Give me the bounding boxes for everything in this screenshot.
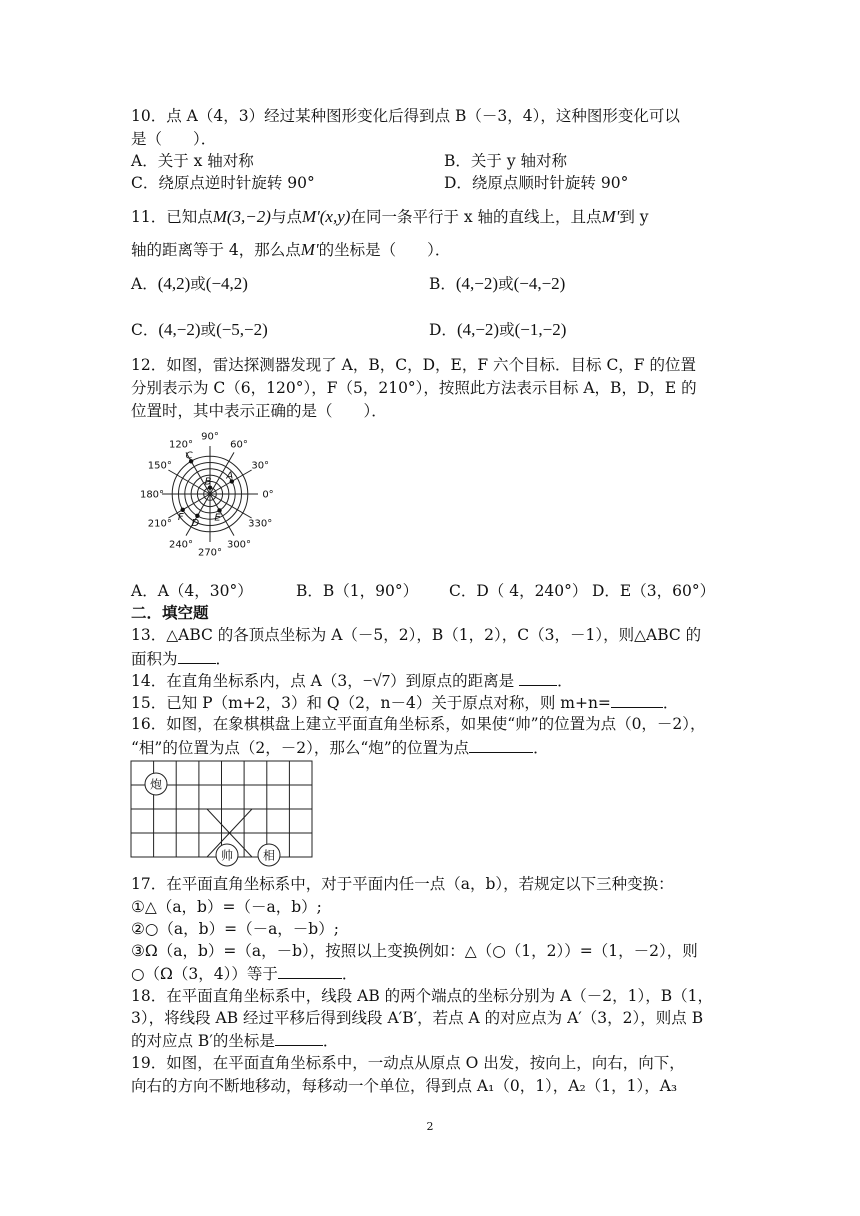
q11-text-e: 轴的距离等于 4，那么点 — [131, 241, 301, 259]
q17-line1: 17．在平面直角坐标系中，对于平面内任一点（a，b），若规定以下三种变换： — [131, 875, 674, 893]
q11-option-d: D．(4,−2)或(−1,−2) — [429, 320, 567, 339]
q17-line4: ③Ω（a，b）=（a，－b），按照以上变换例如：△（○（1，2））=（1，－2），则 — [131, 942, 698, 960]
q12-line3: 位置时，其中表示正确的是（ ）． — [131, 402, 387, 420]
q11-point-m-prime-2: M' — [601, 207, 620, 226]
q16-answer-blank[interactable] — [469, 737, 533, 753]
q17-line5: ○（Ω（3，4））等于 ． — [131, 965, 358, 983]
radar-angle-label: 270° — [197, 547, 223, 559]
q11-text-c: 在同一条平行于 x 轴的直线上，且点 — [350, 208, 602, 226]
q13-answer-blank[interactable] — [178, 648, 216, 664]
q11-text-a: 11．已知点 — [131, 208, 213, 226]
q12-option-a: A．A（4，30°） — [131, 582, 253, 600]
radar-angle-label: 180° — [139, 489, 165, 501]
q11-line1 — [131, 207, 649, 227]
piece-pao — [145, 773, 167, 795]
q12-option-c: C．D（ 4，240°） — [449, 582, 588, 600]
q16-line2: “相”的位置为点（2，－2），那么“炮”的位置为点 ． — [131, 739, 549, 757]
q10-option-b: B．关于 y 轴对称 — [444, 152, 568, 170]
q11-text-f: 的坐标是（ ）． — [318, 241, 451, 259]
piece-shuai — [216, 844, 238, 866]
radar-angle-label: 330° — [248, 518, 273, 530]
q15-line: 15．已知 P（m+2，3）和 Q（2，n－4）关于原点对称，则 m+n= ． — [131, 694, 679, 712]
q11-line2 — [131, 240, 450, 260]
q10-line1: 10．点 A（4，3）经过某种图形变化后得到点 B（－3，4），这种图形变化可以 — [131, 107, 680, 125]
radar-target-label: C — [185, 450, 193, 462]
q10-line2: 是（ ）． — [131, 130, 217, 148]
radar-angle-label: 90° — [201, 431, 219, 443]
q18-line1: 18．在平面直角坐标系中，线段 AB 的两个端点的坐标分别为 A（－2，1），B（1， — [131, 987, 714, 1005]
radar-figure — [128, 420, 298, 570]
q11-point-m-prime-3: M' — [300, 240, 319, 259]
q18-answer-blank[interactable] — [275, 1030, 323, 1046]
radar-angle-label: 60° — [230, 439, 248, 451]
piece-xiang — [258, 844, 280, 866]
q11-option-c: C．(4,−2)或(−5,−2) — [131, 320, 268, 339]
q19-line1: 19．如图，在平面直角坐标系中，一动点从原点 O 出发，按向上，向右，向下， — [131, 1054, 685, 1072]
section-title-fill-blank: 二．填空题 — [131, 604, 209, 622]
radar-angle-label: 0° — [262, 489, 274, 501]
svg-text:炮: 炮 — [149, 777, 163, 792]
q11-text-d: 到 y — [619, 208, 649, 226]
q15-answer-blank[interactable] — [611, 692, 663, 708]
radar-target-label: B — [204, 476, 212, 488]
radar-angle-label: 240° — [168, 539, 194, 551]
q10-option-a: A．关于 x 轴对称 — [131, 152, 254, 170]
radar-angle-label: 30° — [251, 460, 270, 472]
chess-board-figure — [130, 760, 316, 868]
q11-point-m: M(3,−2) — [212, 207, 271, 226]
q19-line2: 向右的方向不断地移动，每移动一个单位，得到点 A₁（0，1），A₂（1，1），A₃ — [131, 1077, 678, 1095]
q17-answer-blank[interactable] — [278, 963, 342, 979]
q11-option-b: B．(4,−2)或(−4,−2) — [429, 274, 566, 293]
radar-angle-label: 210° — [147, 518, 172, 530]
q11-point-m-prime: M'(x,y) — [301, 207, 351, 226]
q16-line1: 16．如图，在象棋棋盘上建立平面直角坐标系，如果使“帅”的位置为点（0，－2）， — [131, 715, 706, 733]
q17-line2: ①△（a，b）=（－a，b）; — [131, 898, 322, 916]
q18-line2: 3），将线段 AB 经过平移后得到线段 A′B′，若点 A 的对应点为 A′（3，2），则点 B — [131, 1009, 704, 1027]
q12-option-b: B．B（1，90°） — [296, 582, 419, 600]
radar-target-label: E — [214, 512, 221, 524]
radar-angle-label: 120° — [168, 439, 194, 451]
q13-line1: 13．△ABC 的各顶点坐标为 A（－5，2），B（1，2），C（3，－1），则△ABC 的 — [131, 626, 702, 644]
q12-option-d: D．E（3，60°） — [592, 582, 716, 600]
svg-text:帅: 帅 — [220, 848, 234, 863]
radar-target-label: D — [191, 517, 200, 529]
q13-line2: 面积为 ． — [131, 650, 232, 668]
q18-line3: 的对应点 B′的坐标是 ． — [131, 1032, 339, 1050]
q11-option-a: A．(4,2)或(−4,2) — [131, 274, 248, 293]
q12-line1: 12．如图，雷达探测器发现了 A，B，C，D，E，F 六个目标．目标 C，F 的位置 — [131, 356, 696, 374]
page-number: 2 — [426, 1120, 434, 1133]
q14-answer-blank[interactable] — [519, 670, 557, 686]
q14-line: 14．在直角坐标系内，点 A（3，−√7）到原点的距离是 ． — [131, 671, 573, 690]
q10-option-c: C．绕原点逆时针旋转 90° — [131, 174, 315, 192]
svg-text:相: 相 — [262, 848, 276, 863]
q17-line3: ②○（a，b）=（－a，－b）; — [131, 920, 339, 938]
q14-root: −√7 — [362, 671, 391, 690]
q10-option-d: D．绕原点顺时针旋转 90° — [444, 174, 629, 192]
q12-line2: 分别表示为 C（6，120°），F（5，210°），按照此方法表示目标 A，B，D，E 的 — [131, 379, 697, 397]
radar-target-label: A — [226, 470, 234, 482]
radar-angle-label: 150° — [147, 460, 172, 472]
radar-target-label: F — [177, 511, 184, 523]
q11-text-b: 与点 — [270, 208, 302, 226]
radar-angle-label: 300° — [226, 539, 252, 551]
